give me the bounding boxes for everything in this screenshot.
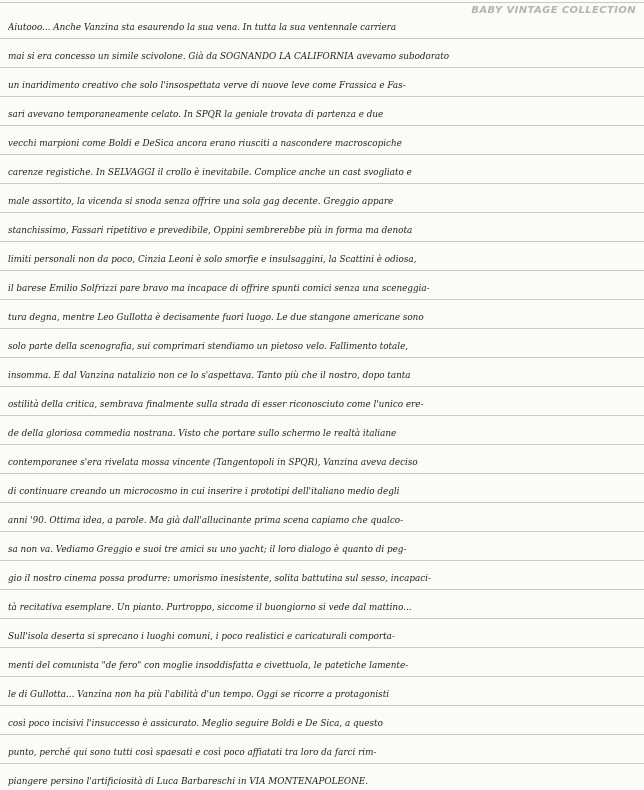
- watermark: BABY VINTAGE COLLECTION: [471, 5, 636, 16]
- review-line: tà recitativa esemplare. Un pianto. Purtroppo, siccome il buongiorno si vede dal mattino...: [8, 603, 412, 613]
- review-line: Sull'isola deserta si sprecano i luoghi comuni, i poco realistici e caricaturali comporta-: [8, 632, 395, 642]
- review-line: punto, perché qui sono tutti così spaesati e così poco affiatati tra loro da farci rim-: [8, 748, 377, 758]
- review-line: vecchi marpioni come Boldi e DeSica ancora erano riusciti a nascondere macroscopiche: [8, 139, 402, 149]
- review-line: sa non va. Vediamo Greggio e suoi tre amici su uno yacht; il loro dialogo è quanto di peg-: [8, 545, 407, 555]
- review-line: menti del comunista "de fero" con moglie insoddisfatta e civettuola, le patetiche lamente-: [8, 661, 409, 671]
- review-line: insomma. E dal Vanzina natalizio non ce lo s'aspettava. Tanto più che il nostro, dopo tanta: [8, 371, 411, 381]
- review-line: limiti personali non da poco, Cinzia Leoni è solo smorfie e insulsaggini, la Scattini è odiosa,: [8, 255, 417, 265]
- review-line: contemporanee s'era rivelata mossa vincente (Tangentopoli in SPQR), Vanzina aveva deciso: [8, 458, 418, 468]
- review-line: de della gloriosa commedia nostrana. Visto che portare sullo schermo le realtà italiane: [8, 429, 397, 439]
- handwritten-review: [8, 14, 638, 790]
- review-line: stanchissimo, Fassari ripetitivo e prevedibile, Oppini sembrerebbe più in forma ma denota: [8, 226, 413, 236]
- review-line: le di Gullotta... Vanzina non ha più l'abilità d'un tempo. Oggi se ricorre a protagonisti: [8, 690, 390, 700]
- review-line: così poco incisivi l'insuccesso è assicurato. Meglio seguire Boldi e De Sica, a questo: [8, 719, 383, 729]
- review-line: piangere persino l'artificiosità di Luca Barbareschi in VIA MONTENAPOLEONE.: [8, 777, 369, 787]
- review-line: sari avevano temporaneamente celato. In SPQR la geniale trovata di partenza e due: [8, 110, 384, 120]
- review-line: solo parte della scenografia, sui comprimari stendiamo un pietoso velo. Fallimento totale,: [8, 342, 409, 352]
- review-line: male assortito, la vicenda si snoda senza offrire una sola gag decente. Greggio appare: [8, 197, 394, 207]
- review-line: carenze registiche. In SELVAGGI il crollo è inevitabile. Complice anche un cast svogliato e: [8, 168, 412, 178]
- review-line: anni '90. Ottima idea, a parole. Ma già dall'allucinante prima scena capiamo che qualco-: [8, 516, 404, 526]
- review-line: tura degna, mentre Leo Gullotta è decisamente fuori luogo. Le due stangone americane sono: [8, 313, 424, 323]
- review-line: ostilità della critica, sembrava finalmente sulla strada di esser riconosciuto come l'unico ere-: [8, 400, 424, 410]
- review-line: gio il nostro cinema possa produrre: umorismo inesistente, solita battutina sul sesso, incapaci-: [8, 574, 431, 584]
- review-line: un inaridimento creativo che solo l'insospettata verve di nuove leve come Frassica e Fas-: [8, 81, 406, 91]
- review-line: di continuare creando un microcosmo in cui inserire i prototipi dell'italiano medio degli: [8, 487, 400, 497]
- review-line: il barese Emilio Solfrizzi pare bravo ma incapace di offrire spunti comici senza una sceneggia-: [8, 284, 430, 294]
- review-line: Aiutooo... Anche Vanzina sta esaurendo la sua vena. In tutta la sua ventennale carriera: [8, 23, 397, 33]
- review-line: mai si era concesso un simile scivolone. Già da SOGNANDO LA CALIFORNIA avevamo subodorato: [8, 52, 450, 62]
